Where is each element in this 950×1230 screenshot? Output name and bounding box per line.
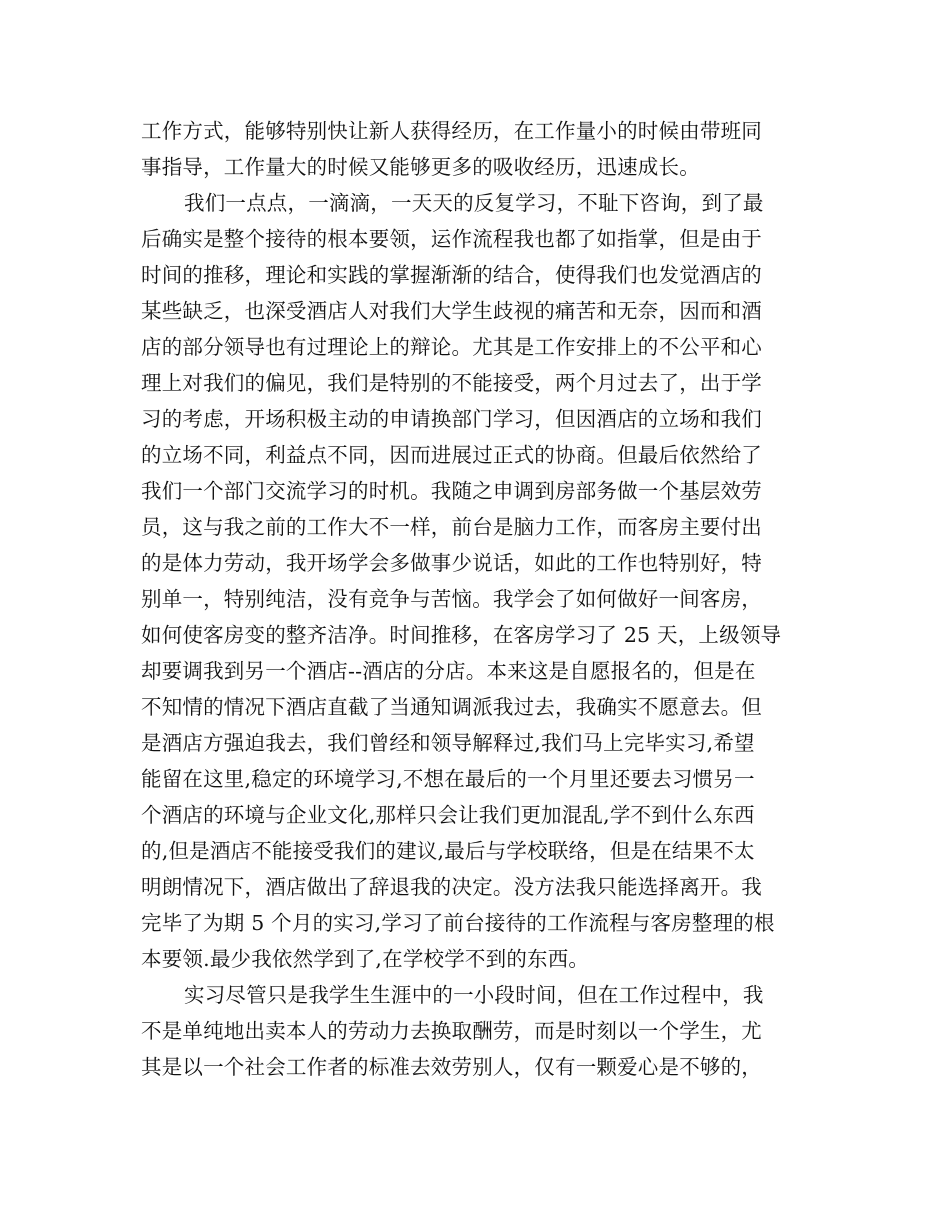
body-text	[141, 113, 821, 1085]
text-line: 实习尽管只是我学生生涯中的一小段时间，但在工作过程中，我	[184, 983, 764, 1007]
text-line: 理上对我们的偏见，我们是特别的不能接受，两个月过去了，出于学	[141, 371, 762, 395]
text-line: 事指导，工作量大的时候又能够更多的吸收经历，迅速成长。	[141, 155, 700, 179]
text-line: 员，这与我之前的工作大不一样，前台是脑力工作，而客房主要付出	[141, 515, 762, 539]
text-line: 完毕了为期 5 个月的实习,学习了前台接待的工作流程与客房整理的根	[141, 911, 775, 935]
text-line: 明朗情况下，酒店做出了辞退我的决定。没方法我只能选择离开。我	[141, 875, 762, 899]
text-line: 个酒店的环境与企业文化,那样只会让我们更加混乱,学不到什么东西	[141, 803, 755, 827]
text-line: 的,但是酒店不能接受我们的建议,最后与学校联络，但是在结果不太	[141, 839, 755, 863]
text-line: 却要调我到另一个酒店--酒店的分店。本来这是自愿报名的，但是在	[141, 659, 756, 683]
text-line: 某些缺乏，也深受酒店人对我们大学生歧视的痛苦和无奈，因而和酒	[141, 299, 762, 323]
text-line: 后确实是整个接待的根本要领，运作流程我也都了如指掌，但是由于	[141, 227, 762, 251]
text-line: 其是以一个社会工作者的标准去效劳别人，仅有一颗爱心是不够的，	[141, 1055, 762, 1079]
text-line: 本要领.最少我依然学到了,在学校学不到的东西。	[141, 947, 590, 971]
text-line: 习的考虑，开场积极主动的申请换部门学习，但因酒店的立场和我们	[141, 407, 762, 431]
text-line: 我们一点点，一滴滴，一天天的反复学习，不耻下咨询，到了最	[184, 191, 764, 215]
text-line: 不知情的情况下酒店直截了当通知调派我过去，我确实不愿意去。但	[141, 695, 762, 719]
text-line: 店的部分领导也有过理论上的辩论。尤其是工作安排上的不公平和心	[141, 335, 762, 359]
text-line: 的立场不同，利益点不同，因而进展过正式的协商。但最后依然给了	[141, 443, 762, 467]
text-line: 时间的推移，理论和实践的掌握渐渐的结合，使得我们也发觉酒店的	[141, 263, 762, 287]
text-line: 的是体力劳动，我开场学会多做事少说话，如此的工作也特别好，特	[141, 551, 762, 575]
text-line: 不是单纯地出卖本人的劳动力去换取酬劳，而是时刻以一个学生，尤	[141, 1019, 762, 1043]
text-line: 别单一，特别纯洁，没有竞争与苦恼。我学会了如何做好一间客房，	[141, 587, 762, 611]
text-line: 是酒店方强迫我去，我们曾经和领导解释过,我们马上完毕实习,希望	[141, 731, 755, 755]
text-line: 能留在这里,稳定的环境学习,不想在最后的一个月里还要去习惯另一	[141, 767, 755, 791]
text-line: 工作方式，能够特别快让新人获得经历，在工作量小的时候由带班同	[141, 119, 762, 143]
text-line: 如何使客房变的整齐洁净。时间推移，在客房学习了 25 天，上级领导	[141, 623, 782, 647]
text-line: 我们一个部门交流学习的时机。我随之申调到房部务做一个基层效劳	[141, 479, 762, 503]
